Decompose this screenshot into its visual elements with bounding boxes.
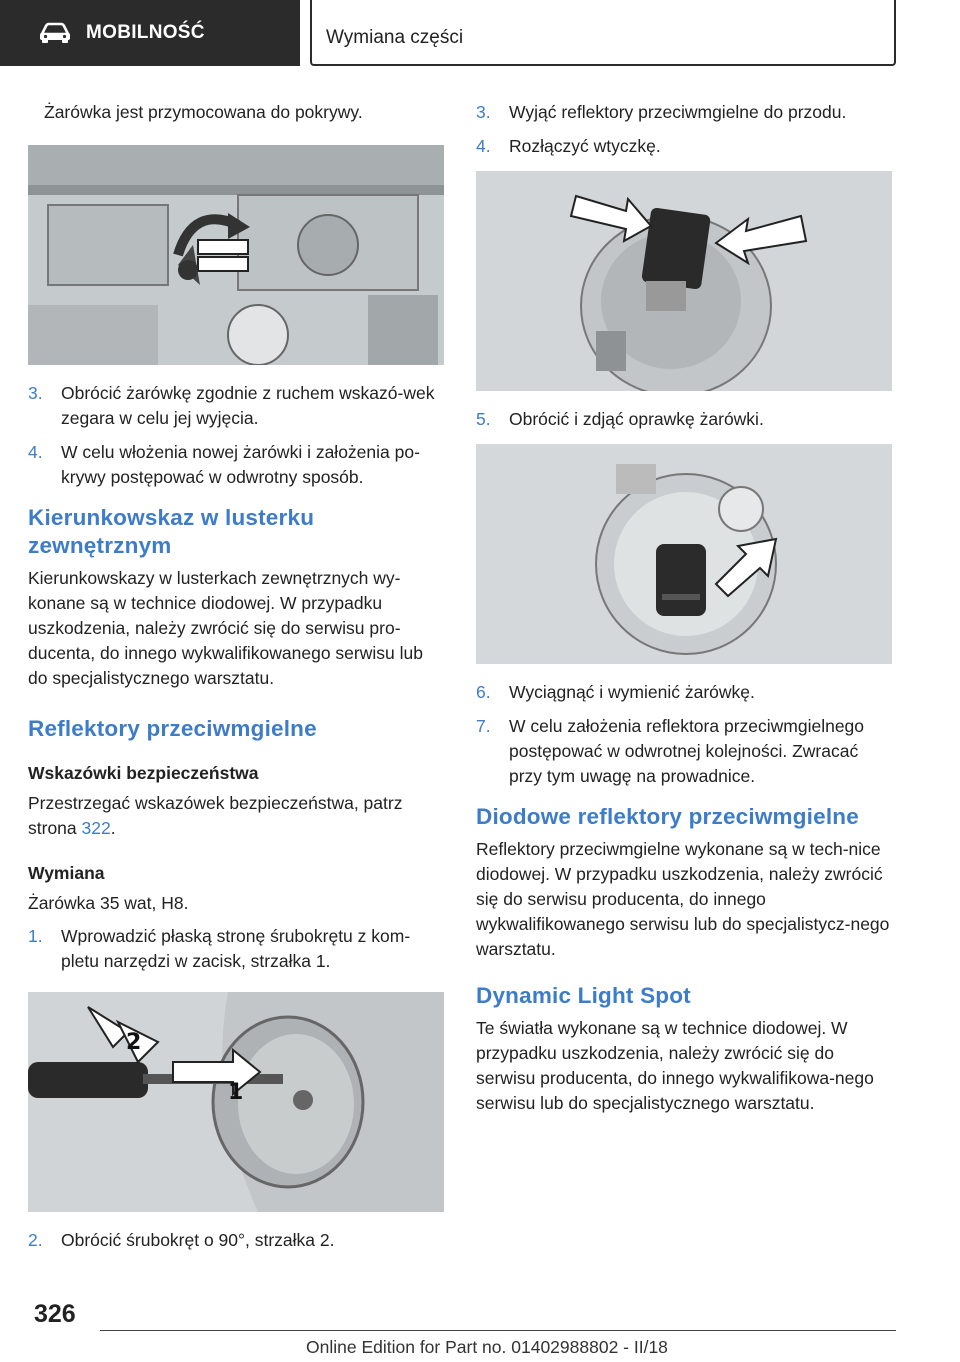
step-text: W celu włożenia nowej żarówki i założenia po-krywy postępować w odwrotny sposób. [61, 442, 420, 487]
step-number: 4. [476, 136, 491, 156]
step-item [476, 100, 892, 125]
step-text: Rozłączyć wtyczkę. [509, 136, 661, 156]
replace-heading: Wymiana [28, 863, 105, 883]
page-header [0, 0, 960, 66]
step-number: 5. [476, 409, 491, 429]
steps-list-c [28, 1228, 444, 1253]
connector-image [476, 171, 892, 391]
screwdriver-image [28, 992, 444, 1212]
step-item [28, 440, 444, 490]
chapter-label: Wymiana części [326, 27, 464, 48]
led-fog-text: Reflektory przeciwmgielne wykonane są w tech-nice diodowej. W przypadku uszkodzenia, należy zwrócić się do serwisu producenta, do innego wykwalifikowanego serwisu lub do specjalistycz-nego warsztatu. [476, 839, 890, 959]
step-item [28, 1228, 444, 1253]
mirror-text: Kierunkowskazy w lusterkach zewnętrznych wy-konane są w technice diodowej. W przypadku uszkodzenia, należy zwrócić się do serwisu pro-ducenta, do innego wykwalifikowanego serwisu lub do specjalistycznego warsztatu. [28, 568, 423, 688]
footer-divider [100, 1330, 896, 1331]
fog-heading: Reflektory przeciwmgielne [28, 716, 317, 741]
step-text: W celu założenia reflektora przeciwmgielnego postępować w odwrotnej kolejności. Zwracać przy tym uwagę na prowadnice. [509, 716, 865, 786]
safety-heading: Wskazówki bezpieczeństwa [28, 763, 259, 783]
section-label: MOBILNOŚĆ [86, 22, 205, 43]
step-item [28, 381, 444, 431]
arrow-label-1: 1 [228, 1080, 244, 1105]
car-icon [38, 22, 72, 44]
engine-bay-image [28, 145, 444, 365]
step-item [28, 924, 444, 974]
step-number: 1. [28, 926, 43, 946]
steps-list-right-a [476, 100, 892, 159]
step-text: Obrócić śrubokręt o 90°, strzałka 2. [61, 1230, 335, 1250]
steps-list-right-c [476, 680, 892, 789]
step-number: 6. [476, 682, 491, 702]
right-column [476, 100, 892, 1116]
step-text: Obrócić żarówkę zgodnie z ruchem wskazó-wek zegara w celu jej wyjęcia. [61, 383, 435, 428]
mirror-heading: Kierunkowskaz w lusterku zewnętrznym [28, 505, 315, 558]
section-tab[interactable] [0, 0, 300, 66]
arrow-label-2: 2 [126, 1030, 142, 1055]
step-text: Wprowadzić płaską stronę śrubokrętu z kom-pletu narzędzi w zacisk, strzałka 1. [61, 926, 411, 971]
step-number: 3. [28, 383, 43, 403]
left-column [28, 100, 444, 1262]
step-text: Wyciągnąć i wymienić żarówkę. [509, 682, 755, 702]
steps-list-b [28, 924, 444, 974]
bulb-spec: Żarówka 35 wat, H8. [28, 893, 189, 913]
step-number: 4. [28, 442, 43, 462]
chapter-tab[interactable] [310, 0, 896, 66]
step-item [476, 680, 892, 705]
steps-list-right-b [476, 407, 892, 432]
bulb-holder-image [476, 444, 892, 664]
safety-text: Przestrzegać wskazówek bezpieczeństwa, patrz strona 322. [28, 793, 403, 838]
dls-text: Te światła wykonane są w technice diodowej. W przypadku uszkodzenia, należy zwrócić się do serwisu producenta, do innego wykwalifikowa-nego serwisu lub do specjalistycznego warsztatu. [476, 1018, 874, 1113]
page-link[interactable]: 322 [81, 818, 111, 838]
steps-list-a [28, 381, 444, 490]
step-item [476, 134, 892, 159]
edition-text: Online Edition for Part no. 01402988802 - II/18 [306, 1337, 668, 1357]
step-number: 7. [476, 716, 491, 736]
dls-heading: Dynamic Light Spot [476, 983, 691, 1008]
intro-text: Żarówka jest przymocowana do pokrywy. [44, 102, 363, 122]
step-text: Wyjąć reflektory przeciwmgielne do przodu. [509, 102, 847, 122]
step-text: Obrócić i zdjąć oprawkę żarówki. [509, 409, 764, 429]
step-number: 3. [476, 102, 491, 122]
led-fog-heading: Diodowe reflektory przeciwmgielne [476, 804, 859, 829]
page-number: 326 [34, 1300, 76, 1328]
step-item [476, 714, 892, 789]
step-number: 2. [28, 1230, 43, 1250]
step-item [476, 407, 892, 432]
